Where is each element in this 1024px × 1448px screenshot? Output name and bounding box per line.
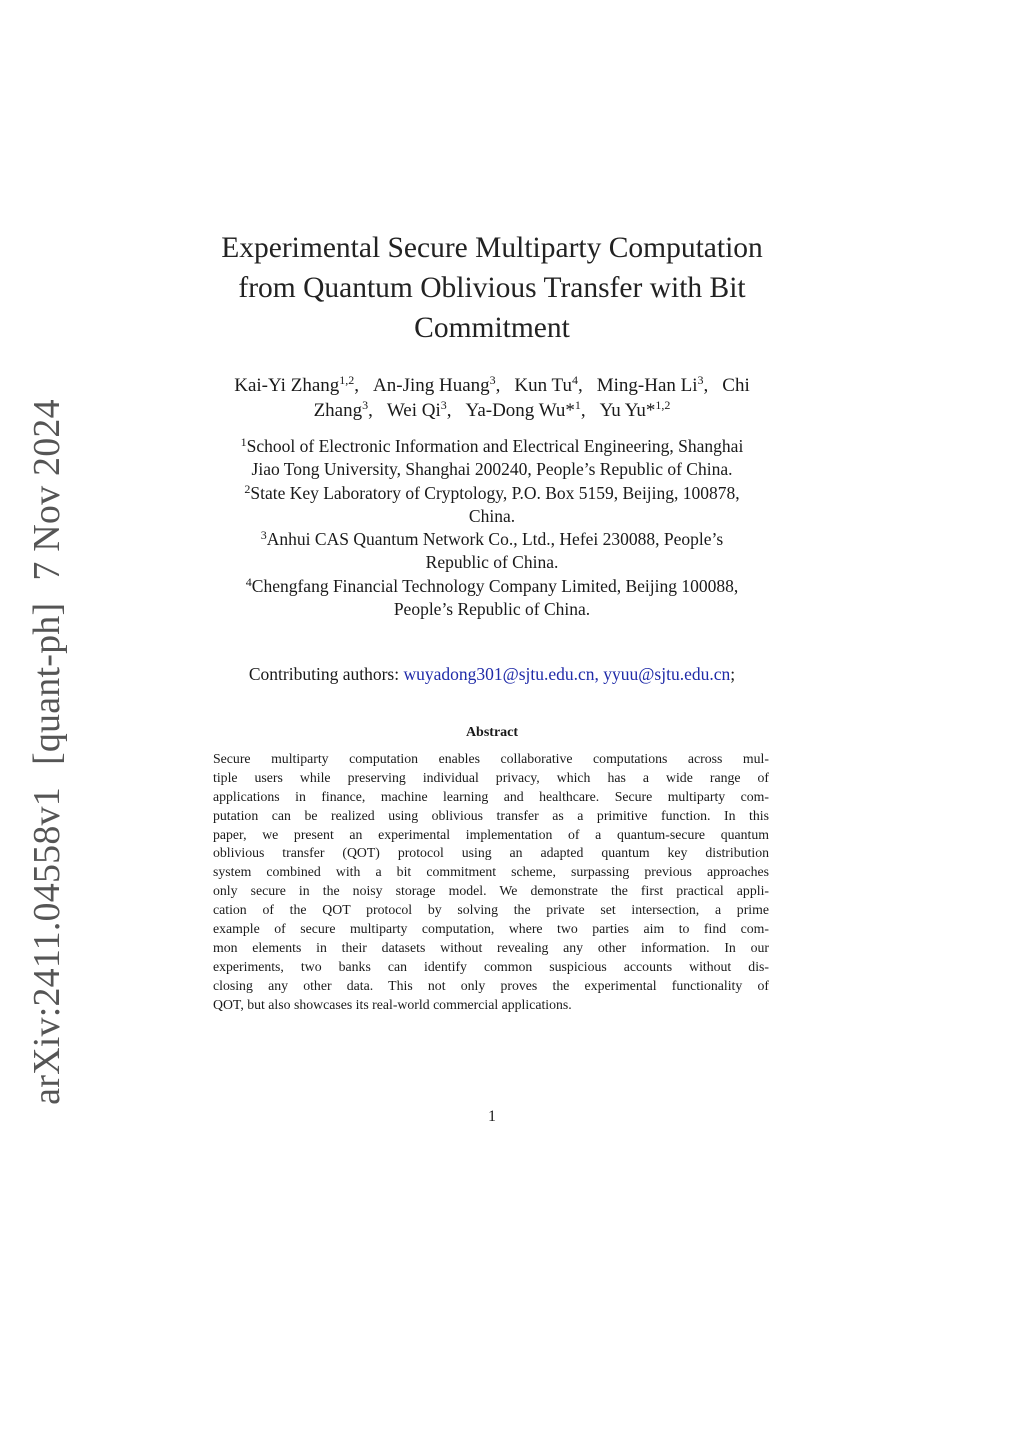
- affiliation-line: $^3$Anhui CAS Quantum Network Co., Ltd., Hefei 230088, People’s: [260, 528, 724, 550]
- affiliation-list: [190, 435, 794, 621]
- affiliation-line: Jiao Tong University, Shanghai 200240, People’s Republic of China.: [251, 459, 733, 480]
- abstract-line: mon elements in their datasets without revealing any other information. In our: [213, 939, 769, 955]
- author: Chi: [722, 375, 750, 396]
- affiliation-line: Republic of China.: [425, 552, 559, 573]
- abstract-line: tiple users while preserving individual privacy, which has a wide range of: [213, 769, 769, 785]
- abstract-line: example of secure multiparty computation, where two parties aim to find com-: [213, 921, 769, 937]
- affiliation-line: $^4$Chengfang Financial Technology Company Limited, Beijing 100088,: [245, 574, 739, 596]
- author: Ming-Han Li$^3$,: [596, 373, 709, 396]
- abstract-line: only secure in the noisy storage model. We demonstrate the first practical appli-: [213, 883, 769, 899]
- title-line: from Quantum Oblivious Transfer with Bit: [238, 272, 746, 304]
- abstract-line: experiments, two banks can identify common suspicious accounts without dis-: [213, 958, 769, 974]
- author: Kai-Yi Zhang$^{1,2}$,: [234, 373, 360, 396]
- abstract-body: [213, 750, 769, 1014]
- arxiv-category: [quant-ph]: [26, 602, 68, 766]
- abstract-line: paper, we present an experimental implementation of a quantum-secure quantum: [213, 826, 769, 842]
- abstract-line: system combined with a bit commitment scheme, surpassing previous approaches: [213, 864, 769, 880]
- contributing-suffix: ;: [730, 664, 736, 684]
- author-line: [190, 398, 794, 423]
- abstract-line: closing any other data. This not only proves the experimental functionality of: [213, 977, 769, 993]
- page-number: 1: [488, 1108, 496, 1125]
- author: An-Jing Huang$^3$,: [373, 373, 501, 396]
- author: Wei Qi$^3$,: [386, 398, 452, 421]
- author: Ya-Dong Wu*$^1$,: [465, 398, 586, 421]
- author-line: [190, 373, 794, 398]
- title-line: Commitment: [414, 312, 570, 344]
- title-line: Experimental Secure Multiparty Computation: [221, 232, 763, 264]
- arxiv-date: 7 Nov 2024: [26, 399, 68, 581]
- abstract-line: applications in finance, machine learning and healthcare. Secure multiparty com-: [213, 788, 769, 804]
- email-link[interactable]: yyuu@sjtu.edu.cn: [603, 664, 731, 684]
- affiliation-line: People’s Republic of China.: [393, 599, 591, 620]
- arxiv-id: arXiv:2411.04558v1: [26, 787, 68, 1105]
- abstract-line: cation of the QOT protocol by solving the private set intersection, a prime: [213, 902, 769, 918]
- arxiv-identifier-stamp: [25, 399, 69, 1105]
- abstract-line: QOT, but also showcases its real-world commercial applications.: [213, 996, 572, 1012]
- affiliation-line: $^2$State Key Laboratory of Cryptology, P.O. Box 5159, Beijing, 100878,: [244, 481, 740, 503]
- affiliation-line: $^1$School of Electronic Information and Electrical Engineering, Shanghai: [240, 435, 744, 456]
- email-link[interactable]: wuyadong301@sjtu.edu.cn,: [403, 664, 599, 684]
- author: Zhang$^3$,: [313, 398, 373, 421]
- abstract-line: putation can be realized using oblivious transfer as a primitive function. In this: [213, 807, 769, 823]
- contributing-authors: [190, 662, 794, 686]
- contributing-label: Contributing authors:: [248, 664, 404, 684]
- abstract-line: Secure multiparty computation enables collaborative computations across mul-: [213, 751, 769, 766]
- author-list: [190, 373, 794, 423]
- abstract-heading: Abstract: [465, 725, 519, 740]
- author: Yu Yu*$^{1,2}$: [599, 398, 671, 421]
- affiliation-line: China.: [468, 505, 516, 526]
- abstract-line: oblivious transfer (QOT) protocol using an adapted quantum key distribution: [213, 845, 769, 861]
- paper-title: [195, 228, 789, 348]
- author: Kun Tu$^4$,: [514, 373, 583, 396]
